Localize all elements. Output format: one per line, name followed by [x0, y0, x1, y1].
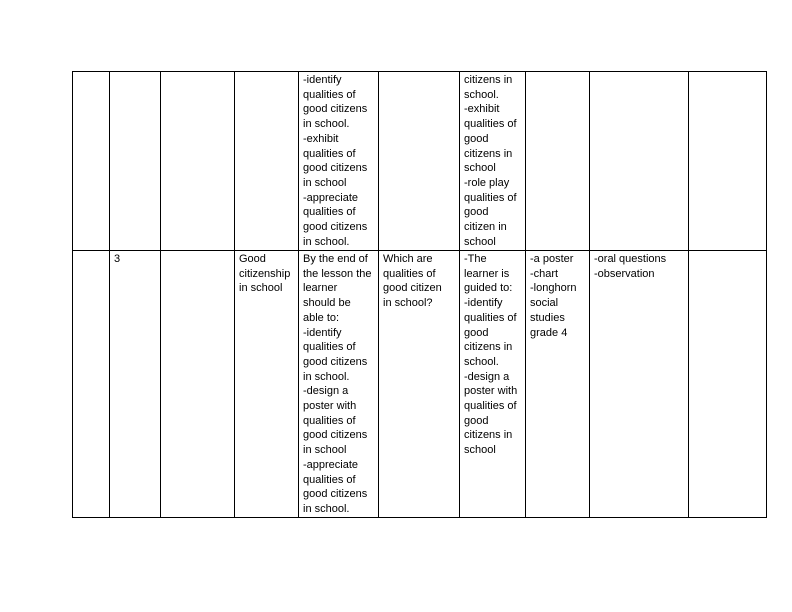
learning-experiences-cell: -The learner is guided to: -identify qualities of good citizens in school. -design a poster with qualities of good citizens in school: [460, 251, 526, 518]
lesson-cell: 3: [110, 251, 161, 518]
week-cell: [73, 72, 110, 251]
lesson-cell: [110, 72, 161, 251]
resources-cell: -a poster -chart -longhorn social studies grade 4: [526, 251, 590, 518]
week-cell: [73, 251, 110, 518]
resources-cell: [526, 72, 590, 251]
scheme-of-work-table: [72, 71, 767, 518]
inquiry-question-cell: [379, 72, 460, 251]
learning-experiences-cell: citizens in school. -exhibit qualities of good citizens in school -role play qualities of good citizen in school: [460, 72, 526, 251]
inquiry-question-cell: Which are qualities of good citizen in school?: [379, 251, 460, 518]
sub-strand-cell: Good citizenship in school: [235, 251, 299, 518]
learning-outcomes-cell: -identify qualities of good citizens in school. -exhibit qualities of good citizens in school -appreciate qualities of good citizens in school.: [299, 72, 379, 251]
table-row: [73, 251, 767, 518]
learning-outcomes-cell: By the end of the lesson the learner should be able to: -identify qualities of good citizens in school. -design a poster with qualities of good citizens in school -appreciate qualities of good citizens in school.: [299, 251, 379, 518]
assessment-cell: -oral questions -observation: [590, 251, 689, 518]
strand-cell: [161, 251, 235, 518]
reflection-cell: [689, 72, 767, 251]
sub-strand-cell: [235, 72, 299, 251]
strand-cell: [161, 72, 235, 251]
reflection-cell: [689, 251, 767, 518]
assessment-cell: [590, 72, 689, 251]
table-row: [73, 72, 767, 251]
